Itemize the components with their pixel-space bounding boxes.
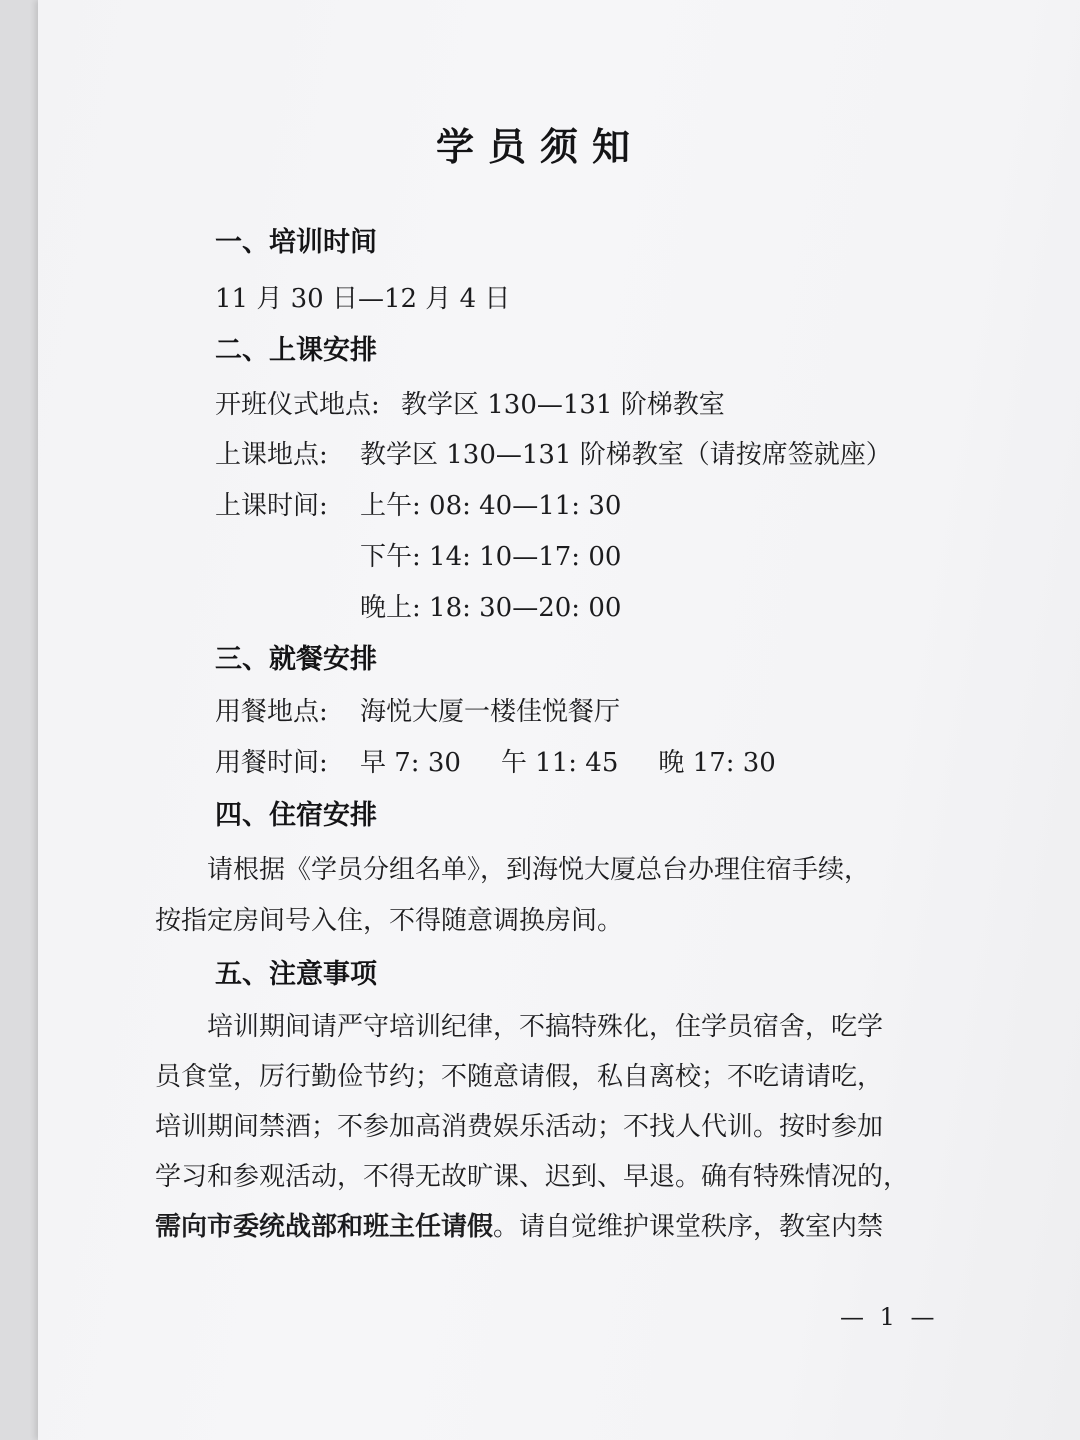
dining-place-line [215, 695, 620, 729]
opening-ceremony-line [215, 388, 725, 422]
accommodation-paragraph-line: 请根据《学员分组名单》，到海悦大厦总台办理住宿手续， [155, 855, 871, 885]
training-dates: 11 月 30 日—12 月 4 日 [215, 284, 511, 314]
accommodation-paragraph-line: 按指定房间号入住，不得随意调换房间。 [155, 906, 624, 936]
notes-paragraph-line-last [155, 1210, 955, 1244]
section-heading-accommodation: 四、住宿安排 [215, 800, 377, 831]
lunch-time: 午 11: 45 [500, 748, 619, 778]
opening-ceremony-label: 开班仪式地点: [215, 390, 380, 420]
section-heading-notes: 五、注意事项 [215, 959, 377, 990]
notes-paragraph-line: 员食堂，厉行勤俭节约；不随意请假，私自离校；不吃请请吃， [155, 1062, 884, 1092]
section-heading-training-time: 一、培训时间 [215, 227, 377, 258]
page-number: — 1 — [840, 1303, 939, 1331]
class-venue-line [215, 438, 892, 472]
notes-paragraph-line: 学习和参观活动，不得无故旷课、迟到、早退。确有特殊情况的， [155, 1162, 910, 1192]
class-time-morning: 上午: 08: 40—11: 30 [360, 491, 622, 521]
class-time-evening: 晚上: 18: 30—20: 00 [360, 593, 622, 623]
document-title: 学员须知 [435, 125, 644, 169]
notes-paragraph-line: 培训期间请严守培训纪律，不搞特殊化，住学员宿舍，吃学 [155, 1012, 884, 1042]
notes-paragraph-line: 培训期间禁酒；不参加高消费娱乐活动；不找人代训。按时参加 [155, 1112, 884, 1142]
class-time-line [215, 489, 621, 523]
section-heading-class-arrangement: 二、上课安排 [215, 335, 377, 366]
class-venue-value: 教学区 130—131 阶梯教室（请按席签就座） [360, 440, 892, 470]
class-time-label: 上课时间: [215, 491, 328, 521]
class-time-afternoon: 下午: 14: 10—17: 00 [360, 542, 622, 572]
class-venue-label: 上课地点: [215, 440, 328, 470]
notes-paragraph-continuation: 。请自觉维护课堂秩序，教室内禁 [493, 1212, 884, 1242]
dining-place-label: 用餐地点: [215, 697, 328, 727]
dining-time-label: 用餐时间: [215, 748, 328, 778]
opening-ceremony-venue: 教学区 130—131 阶梯教室 [401, 390, 725, 420]
breakfast-time: 早 7: 30 [360, 748, 461, 778]
dining-place-value: 海悦大厦一楼佳悦餐厅 [360, 697, 621, 727]
section-heading-dining: 三、就餐安排 [215, 644, 377, 675]
dinner-time: 晚 17: 30 [658, 748, 776, 778]
dining-time-line [215, 746, 776, 780]
leave-request-instruction: 需向市委统战部和班主任请假 [155, 1212, 494, 1242]
